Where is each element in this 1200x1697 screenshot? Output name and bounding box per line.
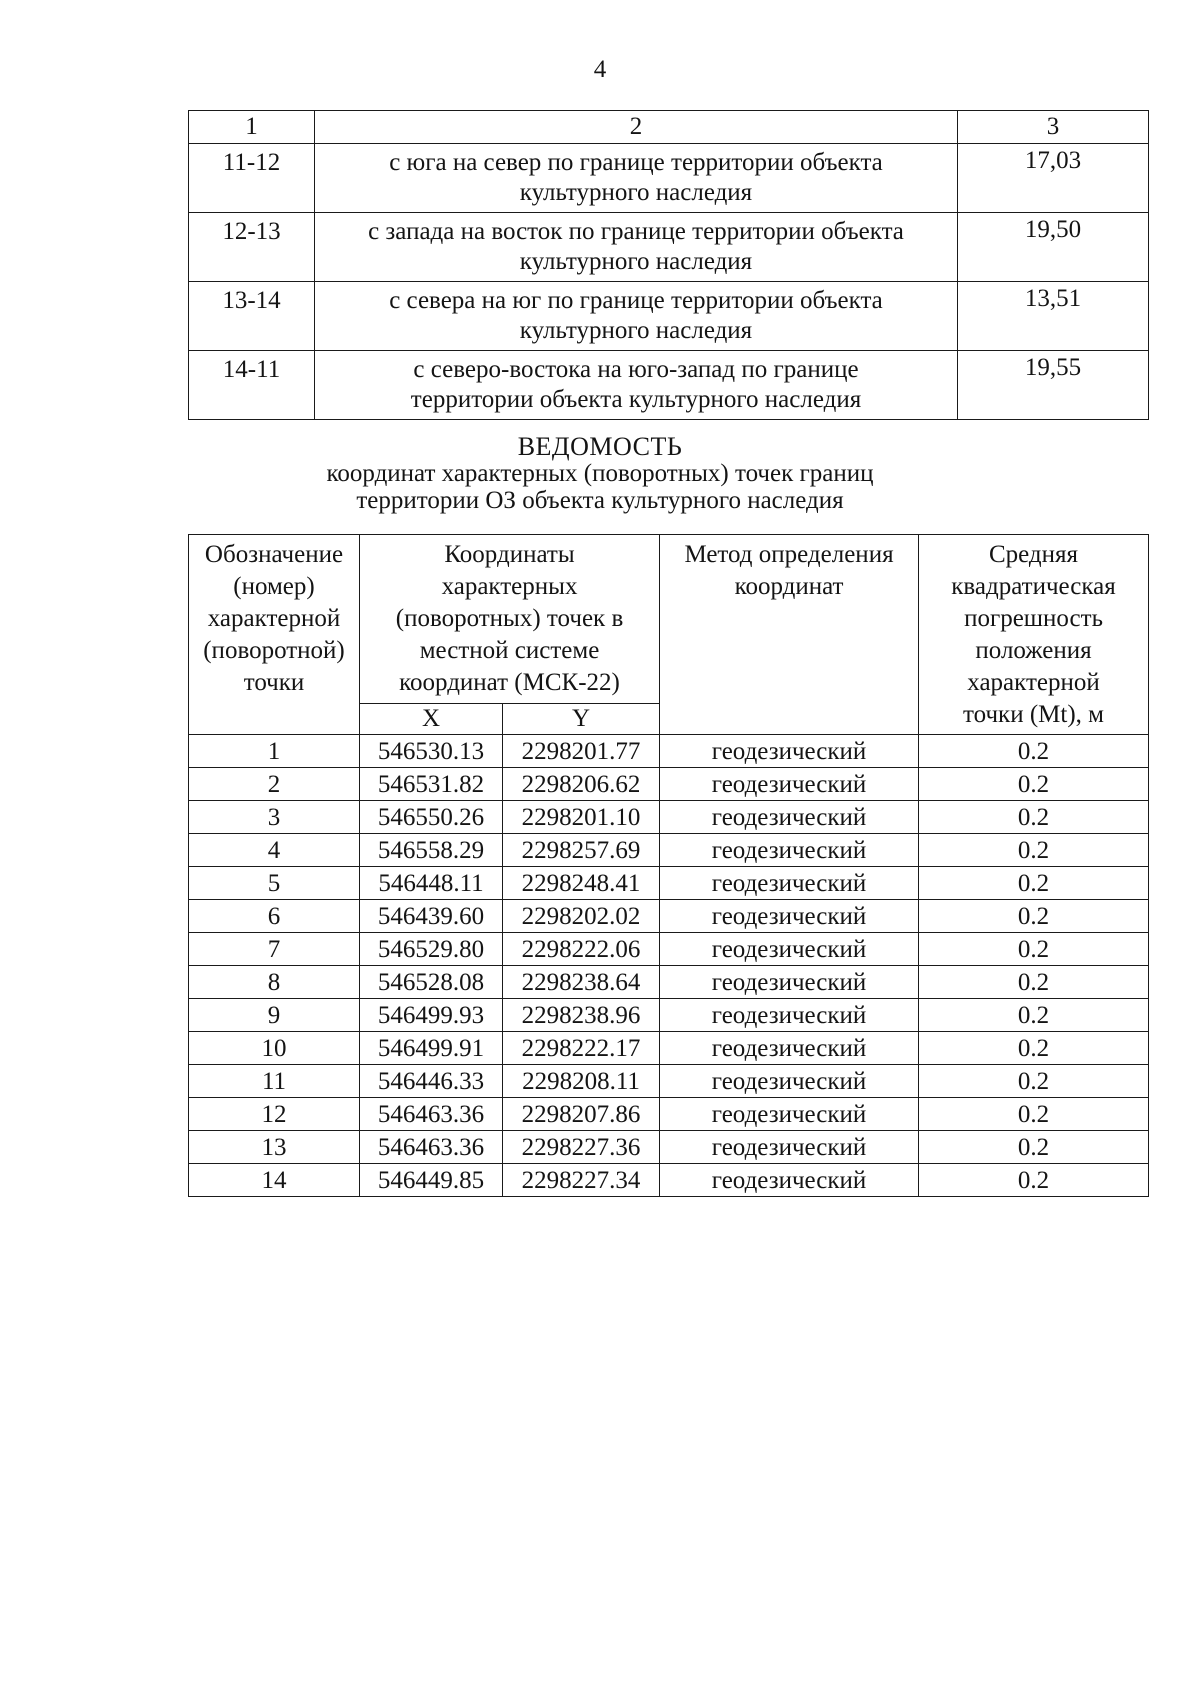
point-x: 546449.85 — [360, 1164, 503, 1197]
point-y: 2298238.64 — [503, 966, 660, 999]
segment-description — [315, 351, 958, 420]
header-coordinates-line: характерных — [441, 573, 578, 600]
segment-row — [189, 282, 1149, 351]
point-number: 2 — [189, 768, 360, 801]
vedomost-subtitle-line-1: координат характерных (поворотных) точек границ — [326, 460, 874, 487]
segment-id: 11-12 — [189, 144, 315, 213]
header-designation — [189, 535, 360, 735]
point-y: 2298201.77 — [503, 735, 660, 768]
point-y: 2298248.41 — [503, 867, 660, 900]
table-row — [189, 834, 1149, 867]
point-mt: 0.2 — [919, 1164, 1149, 1197]
header-error — [919, 535, 1149, 735]
segment-row — [189, 351, 1149, 420]
point-x: 546528.08 — [360, 966, 503, 999]
point-x: 546439.60 — [360, 900, 503, 933]
point-mt: 0.2 — [919, 768, 1149, 801]
table-row — [189, 768, 1149, 801]
point-number: 8 — [189, 966, 360, 999]
point-y: 2298227.34 — [503, 1164, 660, 1197]
point-mt: 0.2 — [919, 933, 1149, 966]
point-x: 546529.80 — [360, 933, 503, 966]
point-number: 14 — [189, 1164, 360, 1197]
point-y: 2298206.62 — [503, 768, 660, 801]
point-y: 2298208.11 — [503, 1065, 660, 1098]
point-mt: 0.2 — [919, 1032, 1149, 1065]
point-mt: 0.2 — [919, 867, 1149, 900]
point-method: геодезический — [660, 1164, 919, 1197]
segment-id: 13-14 — [189, 282, 315, 351]
point-method: геодезический — [660, 834, 919, 867]
page-number: 4 — [593, 56, 607, 83]
header-error-line: положения — [975, 637, 1092, 664]
point-y: 2298227.36 — [503, 1131, 660, 1164]
table-row — [189, 1098, 1149, 1131]
header-error-line: точки (Mt), м — [963, 701, 1104, 728]
segments-header-row — [189, 111, 1149, 144]
point-method: геодезический — [660, 1032, 919, 1065]
segments-table — [188, 110, 1149, 420]
coordinates-table — [188, 534, 1149, 1197]
table-row — [189, 900, 1149, 933]
point-method: геодезический — [660, 1098, 919, 1131]
vedomost-subtitle-line-2: территории ОЗ объекта культурного наследия — [356, 487, 844, 514]
point-mt: 0.2 — [919, 966, 1149, 999]
segment-id: 14-11 — [189, 351, 315, 420]
point-x: 546463.36 — [360, 1131, 503, 1164]
header-coordinates-line: (поворотных) точек в — [395, 605, 624, 632]
segment-length: 17,03 — [958, 144, 1149, 213]
segment-description-line-2: культурного наследия — [519, 179, 753, 206]
header-designation-line: (номер) — [233, 573, 315, 600]
header-error-line: погрешность — [964, 605, 1103, 632]
point-method: геодезический — [660, 966, 919, 999]
segment-row — [189, 144, 1149, 213]
point-mt: 0.2 — [919, 1065, 1149, 1098]
segments-header-col-2: 2 — [315, 111, 958, 144]
header-coordinates-line: местной системе — [419, 637, 600, 664]
point-x: 546499.91 — [360, 1032, 503, 1065]
header-method-line: координат — [734, 573, 844, 600]
header-method-line: Метод определения — [684, 541, 894, 568]
header-error-line: характерной — [967, 669, 1100, 696]
header-error-line: Средняя — [988, 541, 1079, 568]
point-method: геодезический — [660, 999, 919, 1032]
point-method: геодезический — [660, 735, 919, 768]
segment-id: 12-13 — [189, 213, 315, 282]
point-x: 546499.93 — [360, 999, 503, 1032]
point-method: геодезический — [660, 867, 919, 900]
table-row — [189, 1164, 1149, 1197]
table-row — [189, 1032, 1149, 1065]
point-method: геодезический — [660, 801, 919, 834]
segment-description — [315, 144, 958, 213]
table-row — [189, 867, 1149, 900]
header-method — [660, 535, 919, 735]
point-x: 546448.11 — [360, 867, 503, 900]
segment-description-line-2: культурного наследия — [519, 317, 753, 344]
point-number: 13 — [189, 1131, 360, 1164]
vedomost-title: ВЕДОМОСТЬ — [517, 432, 683, 461]
point-x: 546463.36 — [360, 1098, 503, 1131]
coordinates-header-row — [189, 535, 1149, 704]
point-number: 5 — [189, 867, 360, 900]
segment-description — [315, 213, 958, 282]
point-y: 2298222.06 — [503, 933, 660, 966]
point-x: 546531.82 — [360, 768, 503, 801]
table-row — [189, 735, 1149, 768]
point-number: 9 — [189, 999, 360, 1032]
point-x: 546550.26 — [360, 801, 503, 834]
segment-description-line-1: с запада на восток по границе территории объекта — [368, 218, 904, 245]
header-x: X — [360, 704, 503, 735]
point-mt: 0.2 — [919, 1098, 1149, 1131]
header-designation-line: точки — [243, 669, 305, 696]
point-mt: 0.2 — [919, 999, 1149, 1032]
header-coordinates-line: Координаты — [444, 541, 575, 568]
point-number: 11 — [189, 1065, 360, 1098]
point-number: 10 — [189, 1032, 360, 1065]
segment-description-line-1: с севера на юг по границе территории объекта — [389, 287, 883, 314]
point-x: 546530.13 — [360, 735, 503, 768]
point-x: 546446.33 — [360, 1065, 503, 1098]
point-method: геодезический — [660, 768, 919, 801]
segments-header-col-3: 3 — [958, 111, 1149, 144]
table-row — [189, 1065, 1149, 1098]
header-designation-line: характерной — [207, 605, 341, 632]
point-mt: 0.2 — [919, 1131, 1149, 1164]
header-y: Y — [503, 704, 660, 735]
point-mt: 0.2 — [919, 801, 1149, 834]
point-number: 6 — [189, 900, 360, 933]
point-method: геодезический — [660, 900, 919, 933]
point-mt: 0.2 — [919, 834, 1149, 867]
header-coordinates — [360, 535, 660, 704]
header-coordinates-line: координат (МСК-22) — [399, 669, 620, 696]
point-method: геодезический — [660, 933, 919, 966]
header-designation-line: (поворотной) — [203, 637, 345, 664]
table-row — [189, 801, 1149, 834]
segment-description-line-1: с юга на север по границе территории объекта — [389, 149, 883, 176]
point-y: 2298238.96 — [503, 999, 660, 1032]
point-y: 2298201.10 — [503, 801, 660, 834]
table-row — [189, 999, 1149, 1032]
point-number: 3 — [189, 801, 360, 834]
point-number: 4 — [189, 834, 360, 867]
header-designation-line: Обозначение — [204, 541, 344, 568]
point-x: 546558.29 — [360, 834, 503, 867]
point-method: геодезический — [660, 1131, 919, 1164]
point-mt: 0.2 — [919, 735, 1149, 768]
table-row — [189, 1131, 1149, 1164]
segment-length: 19,55 — [958, 351, 1149, 420]
point-method: геодезический — [660, 1065, 919, 1098]
point-y: 2298257.69 — [503, 834, 660, 867]
segments-header-col-1: 1 — [189, 111, 315, 144]
segment-description-line-2: культурного наследия — [519, 248, 753, 275]
point-y: 2298207.86 — [503, 1098, 660, 1131]
point-y: 2298202.02 — [503, 900, 660, 933]
point-y: 2298222.17 — [503, 1032, 660, 1065]
point-number: 7 — [189, 933, 360, 966]
segment-description-line-1: с северо-востока на юго-запад по границе — [413, 356, 859, 383]
table-row — [189, 933, 1149, 966]
segment-length: 19,50 — [958, 213, 1149, 282]
table-row — [189, 966, 1149, 999]
header-error-line: квадратическая — [951, 573, 1116, 600]
point-number: 1 — [189, 735, 360, 768]
segment-row — [189, 213, 1149, 282]
point-mt: 0.2 — [919, 900, 1149, 933]
segment-description-line-2: территории объекта культурного наследия — [410, 386, 862, 413]
segment-length: 13,51 — [958, 282, 1149, 351]
point-number: 12 — [189, 1098, 360, 1131]
segment-description — [315, 282, 958, 351]
